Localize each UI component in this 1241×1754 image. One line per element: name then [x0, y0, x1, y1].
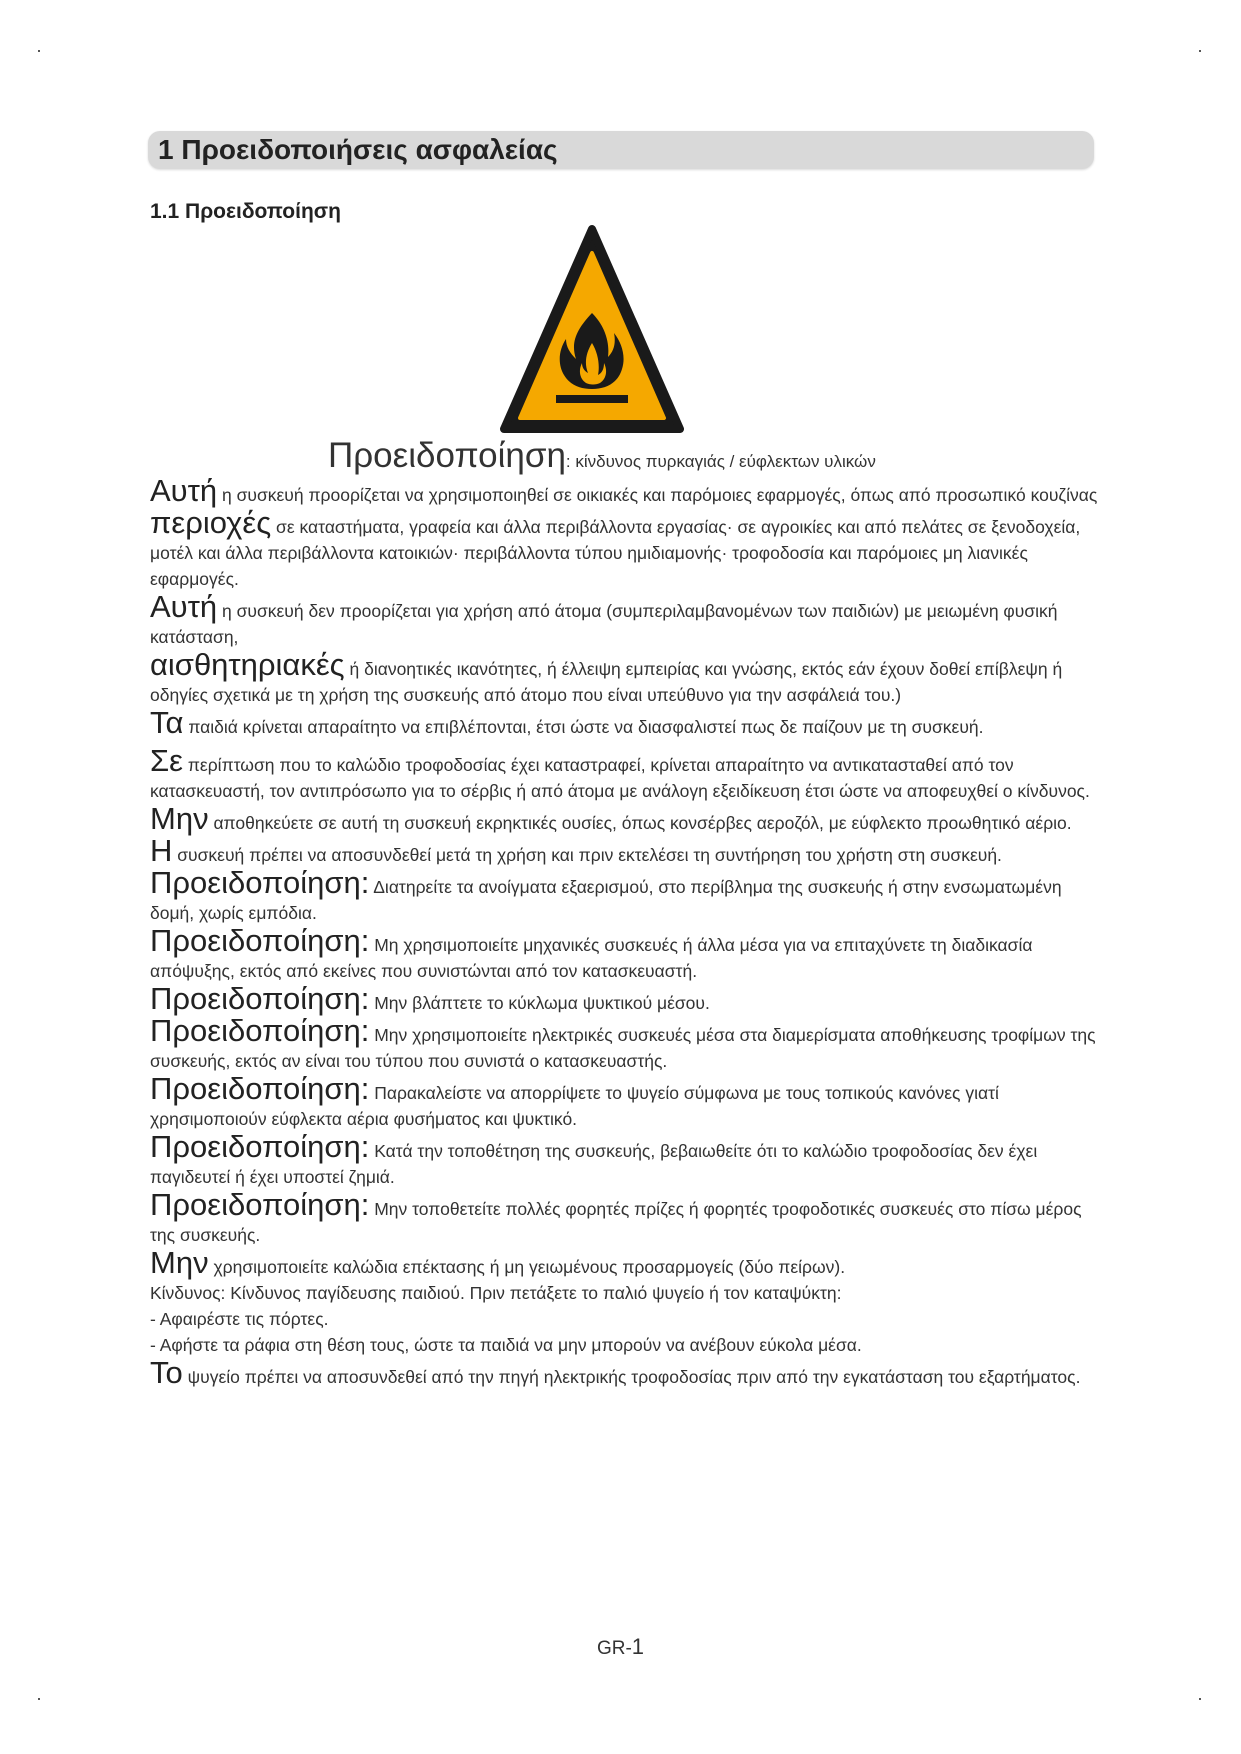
paragraph-lead: Προειδοποίηση:	[150, 865, 370, 900]
paragraph-lead: Μην	[150, 1245, 209, 1280]
corner-mark-top-right	[1199, 50, 1201, 52]
paragraph	[150, 923, 1100, 984]
paragraph-lead: Προειδοποίηση:	[150, 1187, 370, 1222]
page-number-value: 1	[631, 1634, 645, 1659]
paragraph	[150, 865, 1100, 926]
paragraph-text: αποθηκεύετε σε αυτή τη συσκευή εκρηκτικές ουσίες, όπως κονσέρβες αεροζόλ, με εύφλεκτο προωθητικό αέριο.	[208, 813, 1072, 833]
paragraph-lead: αισθητηριακές	[150, 647, 345, 682]
paragraph	[150, 743, 1100, 804]
danger-list-item: - Αφήστε τα ράφια στη θέση τους, ώστε τα παιδιά να μην μπορούν να ανέβουν εύκολα μέσα.	[150, 1335, 862, 1355]
paragraph-lead: Μην	[150, 801, 209, 836]
section-title: 1 Προειδοποιήσεις ασφαλείας	[158, 134, 558, 165]
caption-text: : κίνδυνος πυρκαγιάς / εύφλεκτων υλικών	[565, 452, 876, 471]
page-number	[0, 1634, 1241, 1660]
paragraph-lead: Τα	[150, 705, 184, 740]
paragraph	[150, 647, 1100, 708]
danger-text: Κίνδυνος: Κίνδυνος παγίδευσης παιδιού. Πριν πετάξετε το παλιό ψυγείο ή τον καταψύκτη:	[150, 1283, 842, 1303]
paragraph	[150, 1187, 1100, 1248]
section-header-bar	[148, 131, 1094, 169]
paragraph-lead: Προειδοποίηση:	[150, 1071, 370, 1106]
paragraph	[150, 705, 1100, 740]
paragraph-text: περίπτωση που το καλώδιο τροφοδοσίας έχει καταστραφεί, κρίνεται απαραίτητο να αντικατασταθεί από τον κατασκευαστή, τον αντιπρόσωπο για το σέρβις ή από άτομα με ανάλογη εξειδίκευση έτσι ώστε να αποφευχθεί ο κίνδυνος.	[150, 755, 1090, 801]
paragraph-text: η συσκευή προορίζεται να χρησιμοποιηθεί σε οικιακές και παρόμοιες εφαρμογές, όπως από προσωπικό κουζίνας	[217, 485, 1098, 505]
paragraph	[150, 1245, 1100, 1280]
paragraph	[150, 1129, 1100, 1190]
paragraph-text: Μη χρησιμοποιείτε μηχανικές συσκευές ή άλλα μέσα για να επιταχύνετε τη διαδικασία απόψυξης, εκτός από εκείνες που συνιστώνται από τον κατασκευαστή.	[150, 935, 1033, 981]
paragraph-text: Μην βλάπτετε το κύκλωμα ψυκτικού μέσου.	[369, 993, 710, 1013]
paragraph-text: ή διανοητικές ικανότητες, ή έλλειψη εμπειρίας και γνώσης, εκτός εάν έχουν δοθεί επίβλεψη ή οδηγίες σχετικά με τη χρήση της συσκευής από άτομο που είναι υπεύθυνο για την ασφάλειά του.)	[150, 659, 1063, 705]
paragraph	[150, 1355, 1100, 1390]
paragraph-text: η συσκευή δεν προορίζεται για χρήση από άτομα (συμπεριλαμβανομένων των παιδιών) με μειωμένη φυσική κατάσταση,	[150, 601, 1058, 647]
paragraph-lead: Η	[150, 833, 173, 868]
corner-mark-bottom-left	[38, 1698, 40, 1700]
paragraph	[150, 833, 1100, 868]
paragraph-text: σε καταστήματα, γραφεία και άλλα περιβάλλοντα εργασίας· σε αγροικίες και από πελάτες σε ξενοδοχεία, μοτέλ και άλλα περιβάλλοντα κατοικιών· περιβάλλοντα τύπου ημιδιαμονής· τροφοδοσία και παρόμοιες μη λιανικές εφαρμογές.	[150, 517, 1081, 589]
paragraph-lead: Αυτή	[150, 473, 218, 508]
flammable-warning-icon	[500, 223, 684, 437]
paragraph-text: παιδιά κρίνεται απαραίτητο να επιβλέπονται, έτσι ώστε να διασφαλιστεί πως δε παίζουν με τη συσκευή.	[183, 717, 984, 737]
paragraph-lead: Το	[150, 1355, 183, 1390]
subsection-title: 1.1 Προειδοποίηση	[150, 200, 341, 223]
paragraph-text: συσκευή πρέπει να αποσυνδεθεί μετά τη χρήση και πριν εκτελέσει τη συντήρηση του χρήστη στη συσκευή.	[172, 845, 1002, 865]
paragraph-lead: Αυτή	[150, 589, 218, 624]
paragraph-text: ψυγείο πρέπει να αποσυνδεθεί από την πηγή ηλεκτρικής τροφοδοσίας πριν από την εγκατάσταση του εξαρτήματος.	[182, 1367, 1081, 1387]
warning-caption	[328, 436, 876, 476]
caption-lead: Προειδοποίηση	[328, 436, 566, 475]
paragraph-text: Μην τοποθετείτε πολλές φορητές πρίζες ή φορητές τροφοδοτικές συσκευές στο πίσω μέρος της συσκευής.	[150, 1199, 1082, 1245]
paragraph	[150, 473, 1100, 508]
paragraph-text: χρησιμοποιείτε καλώδια επέκτασης ή μη γειωμένους προσαρμογείς (δύο πείρων).	[208, 1257, 846, 1277]
paragraph-lead: Προειδοποίηση:	[150, 981, 370, 1016]
safety-text-body	[150, 473, 1100, 1390]
paragraph	[150, 589, 1100, 650]
paragraph-text: Διατηρείτε τα ανοίγματα εξαερισμού, στο περίβλημα της συσκευής ή στην ενσωματωμένη δομή, χωρίς εμπόδια.	[150, 877, 1062, 923]
danger-list-item: - Αφαιρέστε τις πόρτες.	[150, 1309, 329, 1329]
page-prefix: GR-	[596, 1638, 632, 1659]
paragraph	[150, 1071, 1100, 1132]
paragraph-lead: Σε	[150, 743, 183, 778]
paragraph-text: Κατά την τοποθέτηση της συσκευής, βεβαιωθείτε ότι το καλώδιο τροφοδοσίας δεν έχει παγιδευτεί ή έχει υποστεί ζημιά.	[150, 1141, 1038, 1187]
paragraph	[150, 801, 1100, 836]
paragraph-text: Μην χρησιμοποιείτε ηλεκτρικές συσκευές μέσα στα διαμερίσματα αποθήκευσης τροφίμων της συσκευής, εκτός αν είναι του τύπου που συνιστά ο κατασκευαστής.	[150, 1025, 1096, 1071]
paragraph-lead: Προειδοποίηση:	[150, 1013, 370, 1048]
paragraph	[150, 1013, 1100, 1074]
paragraph-text: Παρακαλείστε να απορρίψετε το ψυγείο σύμφωνα με τους τοπικούς κανόνες γιατί χρησιμοποιούν εύφλεκτα αέρια φυσήματος και ψυκτικό.	[150, 1083, 999, 1129]
paragraph-lead: Προειδοποίηση:	[150, 923, 370, 958]
corner-mark-bottom-right	[1199, 1698, 1201, 1700]
paragraph	[150, 981, 1100, 1016]
paragraph	[150, 505, 1100, 592]
paragraph-lead: περιοχές	[150, 505, 272, 540]
paragraph-lead: Προειδοποίηση:	[150, 1129, 370, 1164]
corner-mark-top-left	[38, 50, 40, 52]
